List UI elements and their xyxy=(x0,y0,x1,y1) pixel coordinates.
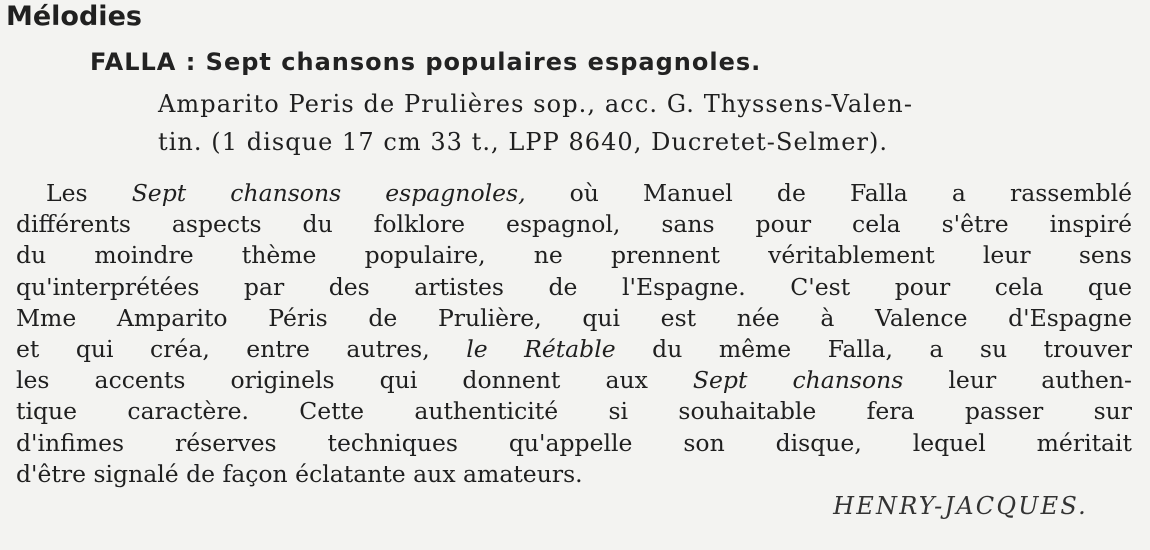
review-text: où Manuel de Falla a rassemblé xyxy=(525,179,1132,207)
review-line xyxy=(16,428,1132,459)
review-line xyxy=(16,459,1132,490)
review-line xyxy=(16,272,1132,303)
review-text: d'infimes réserves techniques qu'appelle son disque, lequel méritait xyxy=(16,428,1132,457)
work-title: FALLA : Sept chansons populaires espagnoles. xyxy=(90,48,762,76)
credit-line-2: tin. (1 disque 17 cm 33 t., LPP 8640, Ducretet-Selmer). xyxy=(158,128,889,156)
review-text: Mme Amparito Péris de Prulière, qui est née à Valence d'Espagne xyxy=(16,303,1132,332)
review-text: tique caractère. Cette authenticité si souhaitable fera passer sur xyxy=(16,397,1132,426)
review-line xyxy=(16,396,1132,427)
review-text: d'être signalé de façon éclatante aux amateurs. xyxy=(16,459,583,488)
review-italic-title: le Rétable xyxy=(466,334,616,363)
review-line xyxy=(16,209,1132,240)
review-italic-title: Sept chansons espagnoles, xyxy=(131,179,526,207)
review-line xyxy=(16,178,1132,209)
review-text: du même Falla, a su trouver xyxy=(615,334,1132,363)
review-text: différents aspects du folklore espagnol, sans pour cela s'être inspiré xyxy=(16,210,1132,239)
review-line xyxy=(16,303,1132,334)
review-line xyxy=(16,365,1132,396)
review-text: Les xyxy=(46,179,132,207)
review-text: qu'interprétées par des artistes de l'Espagne. C'est pour cela que xyxy=(16,272,1132,301)
credit-line-1: Amparito Peris de Prulières sop., acc. G. Thyssens-Valen- xyxy=(158,90,914,118)
review-line xyxy=(16,334,1132,365)
review-paragraph xyxy=(16,178,1132,490)
author-signature: HENRY-JACQUES. xyxy=(833,492,1088,520)
review-text: et qui créa, entre autres, xyxy=(16,334,467,363)
review-text: du moindre thème populaire, ne prennent véritablement leur sens xyxy=(16,241,1132,270)
review-text: les accents originels qui donnent aux xyxy=(16,366,693,395)
review-text: leur authen- xyxy=(903,366,1132,395)
section-heading: Mélodies xyxy=(6,1,142,32)
review-line xyxy=(16,240,1132,271)
review-italic-title: Sept chansons xyxy=(692,366,904,395)
